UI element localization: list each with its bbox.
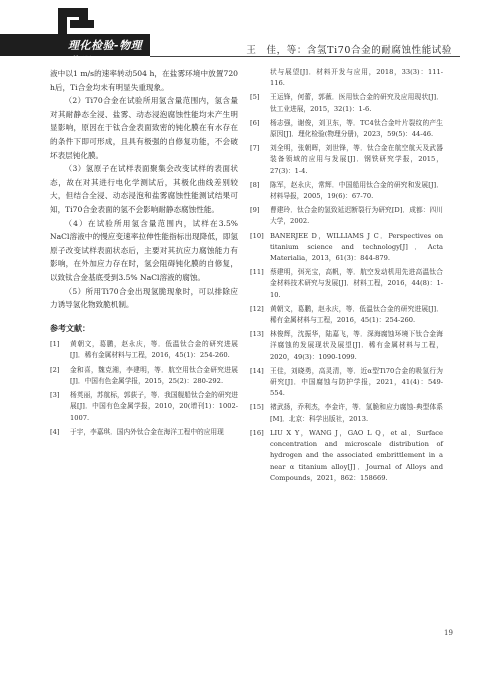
reference-number: [13] bbox=[250, 330, 264, 339]
reference-item bbox=[250, 205, 443, 227]
page-number: 19 bbox=[444, 629, 453, 637]
reference-number: [16] bbox=[250, 428, 264, 437]
page-header bbox=[0, 0, 480, 68]
journal-logo-mark bbox=[56, 6, 96, 34]
body-paragraph: （4）在试验所用氢含量范围内，试样在3.5% NaCl溶液中的慢应变速率拉伸性能指标出现降低，即氢原子改变试样表面状态后，主要对其抗应力腐蚀能力有影响，在外加应力存在时，氢会阻碍钝化膜的自修复，以致钛合金基底受到3.5% NaCl溶液的腐蚀。 bbox=[50, 218, 238, 282]
reference-item bbox=[250, 366, 443, 400]
reference-number: [14] bbox=[250, 366, 264, 375]
reference-number: [7] bbox=[250, 144, 260, 153]
reference-text: 黄朝文，葛鹏，赵永庆，等．低温钛合金的研究进展[J]．稀有金属材料与工程，2016，45(1)：254-260. bbox=[70, 340, 238, 360]
reference-text: 杨英丽，苏航标，郭荻子，等．我国舰船钛合金的研究进展[J]．中国有色金属学报，2010，20(增刊1)：1002-1007. bbox=[70, 391, 238, 422]
body-paragraph: （3）氢原子在试样表面聚集会改变试样的表面状态，故在对其进行电化学测试后，其极化曲线差别较大，但结合全浸、动态浸泡和盐雾腐蚀性能测试结果可知，Ti70合金表面的氢不会影响耐静态腐蚀性能。 bbox=[50, 164, 238, 214]
body-paragraph: （5）所用Ti70合金出现氢脆现象时，可以排除应力诱导氢化物致脆机制。 bbox=[50, 286, 238, 310]
header-rule bbox=[150, 56, 460, 57]
reference-item bbox=[250, 428, 443, 484]
reference-text: 于宇，李嘉琪．国内外钛合金在海洋工程中的应用现 bbox=[70, 427, 224, 436]
reference-text: 褚武扬，乔利杰，李金许，等．氢脆和应力腐蚀-典型体系[M]．北京：科学出版社，2013. bbox=[270, 403, 443, 423]
reference-item bbox=[250, 180, 443, 202]
reference-item bbox=[250, 329, 443, 363]
reference-text: 林俊辉，沈振华，陆嘉飞，等．深海腐蚀环境下钛合金海洋腐蚀的发展现状及展望[J]．稀有金属材料与工程，2020，49(3)：1090-1099. bbox=[270, 330, 443, 361]
reference-number: [12] bbox=[250, 304, 264, 313]
reference-item bbox=[250, 402, 443, 424]
reference-number: [10] bbox=[250, 231, 264, 240]
reference-item bbox=[250, 92, 443, 114]
left-column bbox=[50, 67, 238, 441]
reference-number: [11] bbox=[250, 268, 264, 277]
reference-text: 杨志强，谢俊，刘卫东，等．TC4钛合金叶片裂纹的产生原因[J]．理化检验(物理分册)，2023，59(5)：44-46. bbox=[270, 118, 443, 139]
reference-text: BANERJEE D，WILLIAMS J C．Perspectives on titanium science and technology[J]．Acta Materialia，2013，61(3)：844-879. bbox=[270, 231, 443, 263]
reference-item bbox=[250, 118, 443, 140]
reference-item bbox=[250, 267, 443, 301]
body-paragraph: 液中以1 m/s的速率转动504 h，在盐雾环境中放置720 h后，Ti合金均未有明显失重现象。 bbox=[50, 69, 238, 92]
reference-item bbox=[50, 427, 238, 438]
reference-number: [15] bbox=[250, 403, 264, 412]
reference-number: [1] bbox=[50, 340, 60, 349]
journal-name: 理化检验-物理分册 bbox=[68, 39, 143, 68]
reference-item bbox=[50, 365, 238, 387]
reference-number: [8] bbox=[250, 180, 260, 189]
reference-number: [3] bbox=[50, 391, 60, 400]
reference-text: 黄朝文，葛鹏，赵永庆，等．低温钛合金的研究进展[J]．稀有金属材料与工程，2016，45(1)：254-260. bbox=[270, 304, 443, 325]
reference-text: 曹建玲．钛合金的氢致延迟断裂行为研究[D]．成都：四川大学，2002. bbox=[270, 206, 443, 226]
reference-number: [6] bbox=[250, 118, 260, 127]
reference-number: [9] bbox=[250, 206, 260, 215]
reference-number: [4] bbox=[50, 427, 60, 436]
reference-item bbox=[50, 339, 238, 361]
reference-text: 王佳，刘晓勇，高灵清，等．近α型Ti70合金的吸氢行为研究[J]．中国腐蚀与防护学报，2021，41(4)：549-554. bbox=[270, 366, 443, 398]
reference-item bbox=[250, 143, 443, 177]
reference-text: 蔡建明，弭光宝，高帆，等．航空发动机用先进高温钛合金材料技术研究与发展[J]．材料工程，2016，44(8)：1-10. bbox=[270, 268, 443, 299]
reference-item bbox=[250, 304, 443, 326]
body-paragraph: （2）Ti70合金在试验所用氢含量范围内，氢含量对其耐静态全浸、盐雾、动态浸泡腐蚀性能均未产生明显影响，原因在于钛合金表面致密的钝化膜在有水存在的条件下即可形成，且具有极强的自修复功能，不会破坏表层钝化膜。 bbox=[50, 96, 238, 160]
reference-number: [2] bbox=[50, 365, 60, 374]
running-head: 王 佳，等：含氢Ti70合金的耐腐蚀性能试验 bbox=[246, 45, 452, 56]
right-column bbox=[250, 67, 443, 487]
reference-text: 陈军，赵永庆，常辉．中国船用钛合金的研究和发展[J]．材料导报，2005，19(6)：67-70. bbox=[270, 180, 443, 201]
reference-item bbox=[250, 231, 443, 265]
reference-text: LIU X Y，WANG J，GAO L Q，et al．Surface concentration and microscale distribution of hydrogen and the associated embrittlement in a near α titanium alloy[J]．Journal of Alloys and Compounds，2021，862：158669. bbox=[270, 428, 443, 482]
reference-continuation bbox=[250, 67, 443, 89]
reference-item bbox=[50, 390, 238, 424]
reference-number: [5] bbox=[250, 93, 260, 102]
reference-text: 刘全明，张朝晖，刘世锋，等．钛合金在航空航天及武器装备领域的应用与发展[J]．钢铁研究学报，2015，27(3)：1-4. bbox=[270, 144, 443, 175]
reference-text: 状与展望[J]．材料开发与应用，2018，33(3)：111-116. bbox=[270, 68, 443, 88]
journal-logo bbox=[0, 0, 150, 68]
reference-text: 金和喜，魏克湘，李建明，等．航空用钛合金研究进展[J]．中国有色金属学报，2015，25(2)：280-292. bbox=[70, 365, 238, 385]
reference-text: 王运锋，何蕾，郭薇．医用钛合金的研究及应用现状[J]．钛工业进展，2015，32(1)：1-6. bbox=[270, 93, 443, 113]
references-heading: 参考文献： bbox=[50, 323, 90, 333]
